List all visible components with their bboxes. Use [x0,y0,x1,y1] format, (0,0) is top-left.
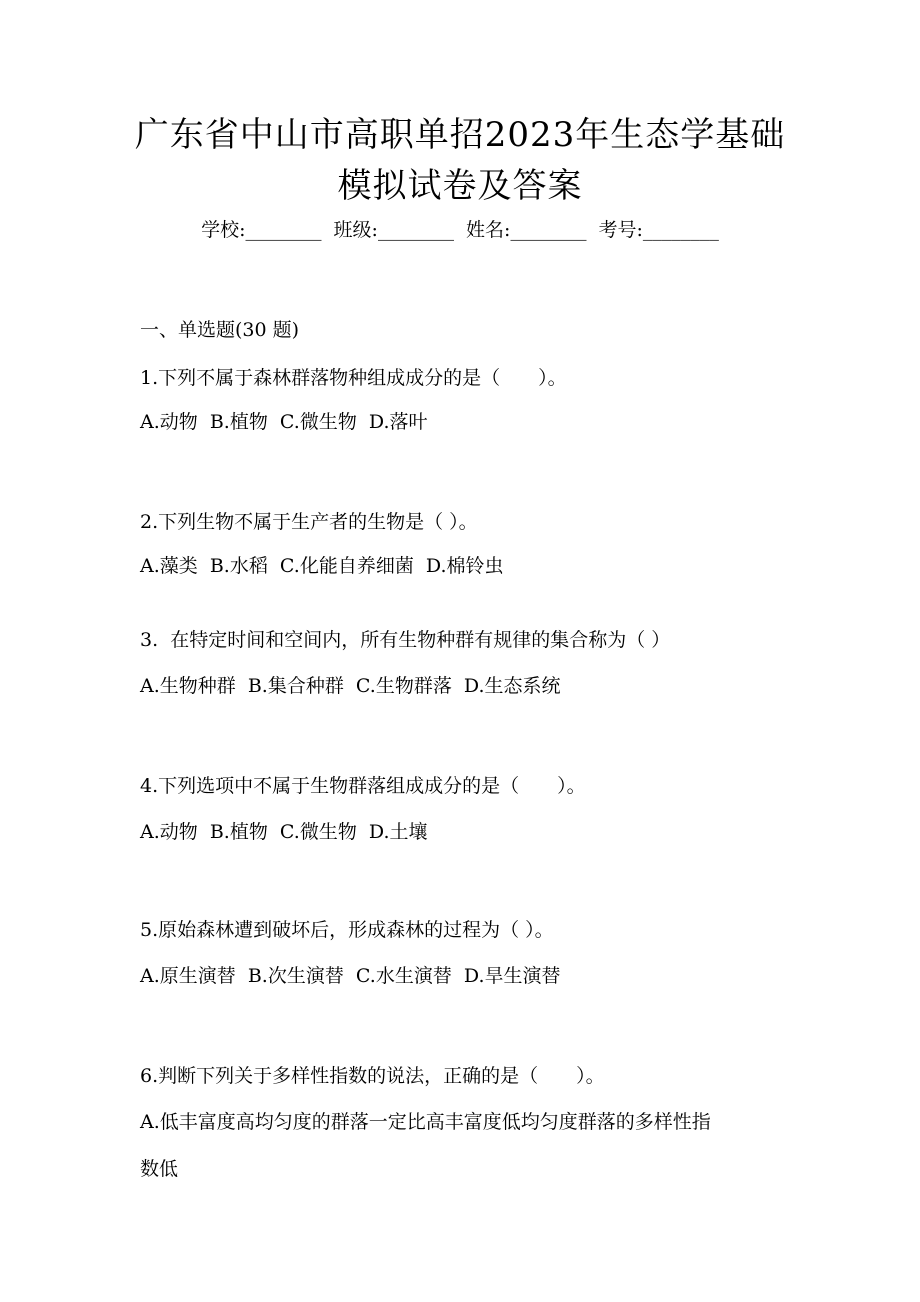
student-info-line: 学校:________ 班级:________ 姓名:________ 考号:________ [201,219,719,241]
question-2-stem: 2.下列生物不属于生产者的生物是（ ）。 [140,511,478,533]
question-5-options: A.原生演替 B.次生演替 C.水生演替 D.旱生演替 [140,965,561,987]
question-6-stem: 6.判断下列关于多样性指数的说法，正确的是（ ）。 [140,1065,605,1087]
question-3-stem: 3. 在特定时间和空间内，所有生物种群有规律的集合称为（ ） [140,629,671,651]
question-1-options: A.动物 B.植物 C.微生物 D.落叶 [140,411,428,433]
document-title-line-1: 广东省中山市高职单招2023年生态学基础 [134,115,786,155]
question-4-stem: 4.下列选项中不属于生物群落组成成分的是（ ）。 [140,775,586,797]
question-3-options: A.生物种群 B.集合种群 C.生物群落 D.生态系统 [140,675,561,697]
question-2-options: A.藻类 B.水稻 C.化能自养细菌 D.棉铃虫 [140,555,504,577]
question-4-options: A.动物 B.植物 C.微生物 D.土壤 [140,821,428,843]
section-heading: 一、单选题(30 题) [140,319,300,341]
document-title-line-2: 模拟试卷及答案 [337,166,583,206]
question-6-options-continued: 数低 [140,1158,179,1180]
question-5-stem: 5.原始森林遭到破坏后，形成森林的过程为（ ）。 [140,919,554,941]
question-6-options: A.低丰富度高均匀度的群落一定比高丰富度低均匀度群落的多样性指 [140,1111,711,1133]
question-1-stem: 1.下列不属于森林群落物种组成成分的是（ ）。 [140,367,567,389]
